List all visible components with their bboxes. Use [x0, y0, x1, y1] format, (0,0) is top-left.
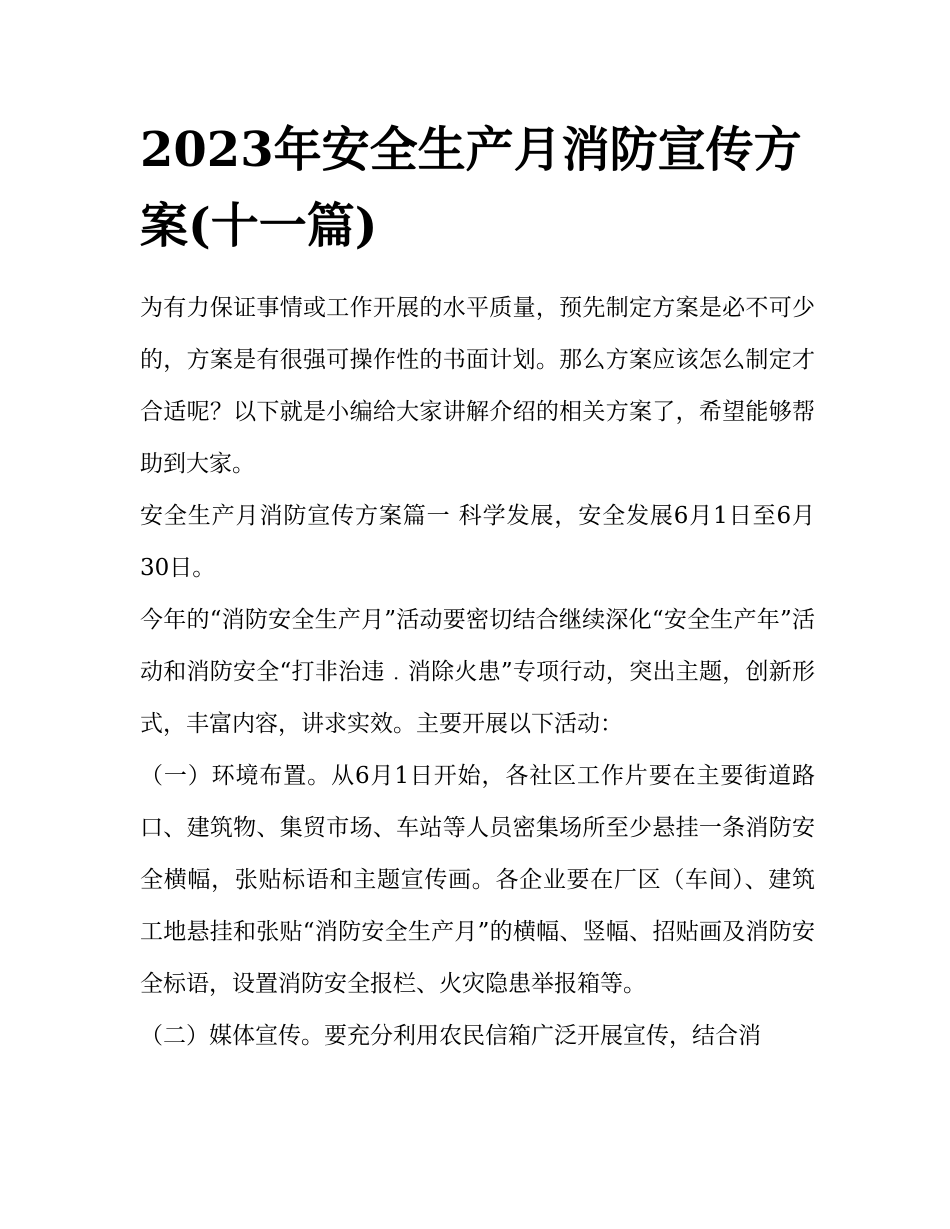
section-heading-paragraph: 安全生产月消防宣传方案篇一 科学发展，安全发展6月1日至6月30日。: [140, 503, 815, 581]
media-publicity-paragraph: （二）媒体宣传。要充分利用农民信箱广泛开展宣传，结合消: [140, 1023, 761, 1049]
activity-overview-paragraph: 今年的“消防安全生产月”活动要密切结合继续深化“安全生产年”活动和消防安全“打非治违﹒消除火患”专项行动，突出主题，创新形式，丰富内容，讲求实效。主要开展以下活动：: [140, 607, 815, 737]
intro-paragraph: 为有力保证事情或工作开展的水平质量，预先制定方案是必不可少的，方案是有很强可操作性的书面计划。那么方案应该怎么制定才合适呢？以下就是小编给大家讲解介绍的相关方案了，希望能够帮助到大家。: [140, 295, 815, 477]
environment-setup-paragraph: （一）环境布置。从6月1日开始，各社区工作片要在主要街道路口、建筑物、集贸市场、车站等人员密集场所至少悬挂一条消防安全横幅，张贴标语和主题宣传画。各企业要在厂区（车间）、建筑工地悬挂和张贴“消防安全生产月”的横幅、竖幅、招贴画及消防安全标语，设置消防安全报栏、火灾隐患举报箱等。: [140, 763, 815, 997]
document-title: 2023年安全生产月消防宣传方案(十一篇): [140, 122, 802, 254]
paragraph-list: [140, 282, 815, 1062]
document-body: [140, 112, 815, 1062]
